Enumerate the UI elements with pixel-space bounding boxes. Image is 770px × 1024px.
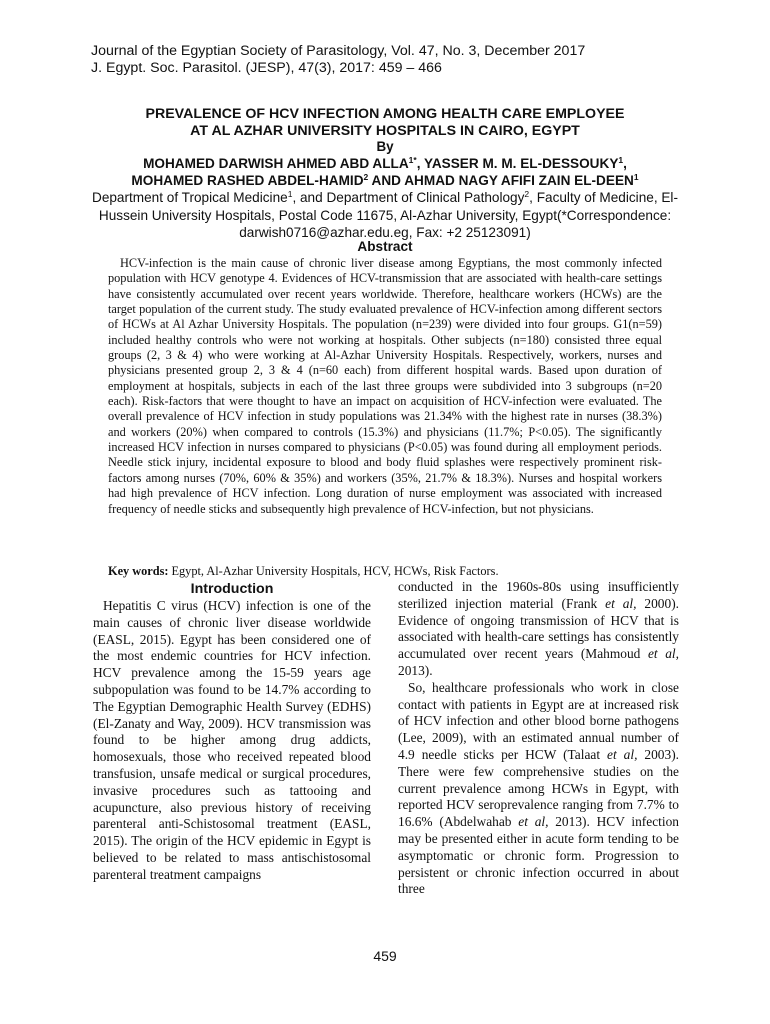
- affiliations: [80, 189, 690, 242]
- introduction-heading: Introduction: [190, 581, 274, 597]
- keywords-list: Egypt, Al-Azhar University Hospitals, HCV, HCWs, Risk Factors.: [168, 564, 499, 578]
- text-run: 2000). Evidence of ongoing transmission of HCV that is associated with health-care settings has consistently accumulated over recent years (Mahmoud: [398, 595, 680, 662]
- et-al: et al,: [647, 646, 680, 662]
- journal-citation-line: Journal of the Egyptian Society of Parasitology, Vol. 47, No. 3, December 2017: [91, 43, 586, 59]
- affiliation-2-marker: 2: [524, 189, 530, 199]
- left-column: [93, 580, 371, 884]
- authors-line-2: [80, 172, 690, 189]
- abstract-body: [108, 256, 662, 517]
- text-run: 2003). There were few comprehensive studies on the current prevalence among HCWs in Egypt, with reported HCV seroprevalence ranging from 7.7% to 16.6% (Abdelwahab: [398, 746, 680, 830]
- et-al: et al,: [605, 595, 637, 611]
- author-4-marker: 1: [633, 172, 639, 182]
- text-run: So, healthcare professionals who work in close contact with patients in Egypt are at increased risk of HCV infection and other blood borne pathogens (Lee, 2009), with an estimated annual number of 4.9 needle sticks per HCW (Talaat: [398, 679, 679, 762]
- intro-paragraph-2: [398, 680, 679, 898]
- abstract-text: HCV-infection is the main cause of chronic liver disease among Egyptians, the most commonly infected population with HCV genotype 4. Evidences of HCV-transmission that are associated with health-care settings have consistently accumulated over recent years worldwide. Therefore, healthcare workers (HCWs) are the target population of the current study. The study evaluated prevalence of HCV-infection among different sectors of HCWs at Al Azhar University Hospitals. The population (n=239) were divided into four groups. G1(n=59) included healthy controls who were not working at hospitals. Other subjects (n=180) consisted three equal groups (2, 3 & 4) who were working at Al-Azhar University Hospitals. Respectively, workers, nurses and physicians presented group 2, 3 & 4 (n=60 each) from different hospital wards. Based upon duration of employment at hospitals, subjects in each of the last three groups were subdivided into 3 subgroups (n=20 each). Risk-factors that were thought to have an impact on acquisition of HCV-infection were evaluated. The overall prevalence of HCV infection in study populations was 21.34% with the highest rate in nurses (38.3%) and workers (20%) when compared to controls (15.3%) and physicians (11.7%; P<0.05). The significantly increased HCV infection in nurses compared to physicians (P<0.05) was found during all employment periods. Needle stick injury, incidental exposure to blood and body fluid splashes were respectively prominent risk-factors among nurses (70%, 60% & 35%) and workers (35%, 21.7% & 18.3%). Nurses and hospital workers had high prevalence of HCV infection. Long duration of nurse employment was associated with increased frequency of needle sticks and subsequently high prevalence of HCV-infection, but not physicians.: [108, 256, 662, 516]
- title-block: [80, 106, 690, 242]
- author-2-marker: 1: [618, 155, 624, 165]
- page-number: 459: [373, 948, 397, 964]
- journal-abbrev-line: J. Egypt. Soc. Parasitol. (JESP), 47(3), 2017: 459 – 466: [91, 60, 442, 76]
- text-run: 2013). HCV infection may be presented either in acute form tending to be asymptomatic or chronic form. Progression to persistent or chronic infection occurred in about three: [398, 814, 679, 897]
- right-column: [398, 579, 679, 898]
- author-2: , YASSER M. M. EL-DESSOUKY: [416, 156, 619, 171]
- et-al: et al,: [607, 746, 638, 762]
- author-3: MOHAMED RASHED ABDEL-HAMID: [131, 173, 364, 188]
- text-run: conducted in the 1960s-80s using insufficiently sterilized injection material (Frank: [398, 579, 679, 611]
- by-label: By: [376, 139, 394, 154]
- author-1: MOHAMED DARWISH AHMED ABD ALLA: [143, 156, 409, 171]
- intro-paragraph-continued: [398, 579, 679, 680]
- author-3-marker: 2: [363, 172, 369, 182]
- journal-header: [91, 43, 691, 77]
- author-2-comma: ,: [623, 156, 627, 171]
- keywords-label: Key words:: [108, 564, 169, 578]
- affiliation-dept-2: , and Department of Clinical Pathology: [292, 190, 525, 205]
- paper-title-line-2: AT AL AZHAR UNIVERSITY HOSPITALS IN CAIRO, EGYPT: [190, 122, 580, 139]
- affiliation-dept-1: Department of Tropical Medicine: [92, 190, 288, 205]
- abstract-heading: Abstract: [357, 239, 413, 254]
- et-al: et al,: [518, 814, 549, 830]
- paper-title-line-1: PREVALENCE OF HCV INFECTION AMONG HEALTH CARE EMPLOYEE: [145, 106, 625, 122]
- affiliation-1-marker: 1: [287, 189, 293, 199]
- authors-line-1: [80, 155, 690, 172]
- keywords: [108, 564, 668, 579]
- affiliation-address: , Faculty of Medicine, El-Hussein University Hospitals, Postal Code 11675, Al-Azhar University, Egypt(*Correspondence: darwish0716@azhar.edu.eg, Fax: +2 25123091): [98, 190, 678, 240]
- text-run: 2013).: [398, 662, 433, 678]
- author-1-marker: 1*: [408, 155, 417, 165]
- author-4: AND AHMAD NAGY AFIFI ZAIN EL-DEEN: [368, 173, 634, 188]
- intro-paragraph-1: Hepatitis C virus (HCV) infection is one of the main causes of chronic liver disease worldwide (EASL, 2015). Egypt has been considered one of the most endemic countries for HCV infection. HCV prevalence among the 15-59 years age subpopulation was found to be 14.7% according to The Egyptian Demographic Health Survey (EDHS) (El-Zanaty and Way, 2009). HCV transmission was found to be higher among drug addicts, homosexuals, those who received repeated blood transfusion, unsafe medical or surgical procedures, invasive procedures such as tattooing and acupuncture, also previous history of receiving parenteral anti-Schistosomal treatment (EASL, 2015). The origin of the HCV epidemic in Egypt is believed to be related to mass antischistosomal parenteral treatment campaigns: [93, 598, 371, 882]
